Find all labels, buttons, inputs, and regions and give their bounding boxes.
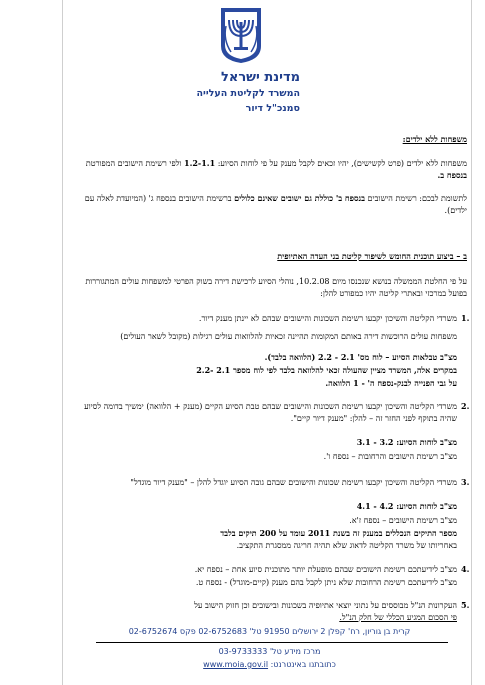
p1-text-c: ולפי רשימת הישובים המפורטת	[85, 159, 184, 168]
item-1-line-1	[72, 352, 457, 364]
item-1	[72, 313, 457, 325]
item-3-line-2	[72, 515, 457, 527]
header-division: סמנכ"ל דיור	[245, 103, 300, 114]
item-1-sub-text: משפחות עולים הרוכשות דירה באותם המקומות תהיינה זכאיות להלוואות עולים רגילות (מקובל לשאר העולים)	[120, 332, 457, 341]
p2-text-a: לתשומת לבכם: רשימת הישובים	[365, 194, 467, 203]
item-5-line-2	[72, 612, 457, 624]
ethiopia-heading	[72, 251, 467, 263]
footer-phone	[72, 646, 467, 657]
item-2-line-2-text: מצ"ב רשימת הישובים והרחובות – נספח ו'.	[323, 452, 457, 461]
item-3-line-3-text: מספר התיקים הנכללים במענק זה בשנת 2011 עומד על 200 תיקים בלבד	[220, 528, 457, 538]
item-3-line-4-text: באחריותו של משרד הקליטה לדאוג שלא תהיה חריגה ממסגרת התקציב.	[236, 541, 457, 550]
item-2-number: 2.	[461, 401, 470, 411]
item-2	[72, 401, 457, 424]
item-1-line-1-text: מצ"ב טבלאות הסיוע – לוח מס' 2.1 - 2.2 (הלוואה בלבד).	[264, 352, 457, 362]
header-country: מדינת ישראל	[220, 70, 300, 85]
item-3-line-1	[72, 501, 457, 513]
ethiopia-intro	[72, 276, 467, 299]
item-2-text: משרדי הקליטה והשיכון יקבעו רשימת השכונות והישובים שבהם טבת הסיוע הקיים (מענק + הלוואה) ימשיך בדומה לסיוע שהיה בתוקף לפני החזר זה – להלן: "מענק דיור קיים".	[84, 402, 457, 423]
footer-address	[72, 626, 467, 637]
p1-text-a: משפחות ללא ילדים (פרט לקשישים), יהיו זכאים לקבל מענק על פי לוחות הסיוע:	[215, 159, 467, 168]
item-1-text: משרדי הקליטה והשיכון יקבעו רשימת השכונות והישובים שבהם לא יינתן מענק דיור.	[198, 314, 457, 323]
item-1-sub	[72, 331, 457, 343]
footer-phone-text: מרכז מידע טל' 03-9733333	[218, 647, 321, 656]
item-3-text: משרדי הקליטה והשיכון יקבעו רשימת שכונות והישובים שבהם גובה הסיוע יוגדל להלן – "מענק דיור מוגדל"	[130, 478, 457, 487]
p2-text-c: ברשימת הישובים בנספח ג' (המיועדת לאלה עם ילדים).	[84, 194, 467, 215]
page-margin-right	[471, 0, 472, 685]
item-5-number: 5.	[461, 600, 470, 610]
item-5-line-1-text: העקרונות הנ"ל מבוססים על נתוני יוצאי אתיופיה בשכונות ובישובים וכן חזוק הישוב על	[194, 601, 457, 610]
item-2-line-1	[72, 437, 457, 449]
item-4-number: 4.	[461, 564, 470, 574]
item-3-line-3	[72, 528, 457, 540]
footer-website	[72, 659, 467, 670]
ethiopia-heading-text: ב – ביצוע תוכנית החומש לשיפור קליטת בני העדה האתיופית	[277, 251, 467, 261]
item-2-line-2	[72, 451, 457, 463]
item-3-line-4	[72, 540, 457, 552]
website-link[interactable]: www.moia.gov.il	[203, 660, 269, 669]
item-1-line-2-text: במקרים אלה, המשרד מציין שהעולה זכאי להלוואה בלבד לפי לוח מספר 2.1 -2.2	[196, 365, 457, 375]
item-3	[72, 477, 457, 489]
item-5-line-2-text: פי הסכום המגיע הכללי של חלק הנ"ל.	[339, 613, 457, 622]
item-1-line-3	[72, 378, 457, 390]
families-heading	[72, 134, 467, 146]
item-4-line-1	[72, 564, 457, 576]
footer-address-text: קרית בן גוריון, רח' קפלן 2 ירושלים 91950 טל' 02-6752683 פקס 02-6752674	[128, 627, 411, 636]
page-margin-left	[62, 0, 63, 685]
p1-table-range: 1.2-1.1	[184, 158, 216, 168]
p2-text-b: בנספח ב' כוללת גם ישובים שאינם כלולים	[234, 193, 365, 203]
families-paragraph-1	[72, 158, 467, 181]
item-4-line-2-text: מצ"ב לידיעתכם רשימת הרחובות שלא ניתן לקבל בהם מענק (קיים-מוגדל) - נספח ט.	[195, 578, 457, 587]
item-4-line-2	[72, 577, 457, 589]
item-5-line-1	[72, 600, 457, 612]
item-3-line-1-text: מצ"ב לוחות הסיוע: 4.2 - 4.1	[356, 501, 457, 511]
families-paragraph-2	[72, 193, 467, 216]
item-1-number: 1.	[461, 313, 470, 323]
item-1-line-3-text: על גבי הפנייה לבנק-נספח ה' - 1 הלוואה.	[325, 378, 457, 388]
item-2-line-1-text: מצ"ב לוחות הסיוע: 3.2 - 3.1	[356, 437, 457, 447]
ethiopia-intro-text: על פי החלטת הממשלה בנושא שנכנסו מיום 10.2.08, נוהלי הסיוע לרכישת דירה בשוק הפרטי למשפחות עולים המתגוררות בפועל במרכזי ובאתרי קליטה יהיו כמפורט להלן:	[85, 277, 467, 298]
header-ministry: המשרד לקליטת העלייה	[196, 88, 300, 99]
footer-website-label: כתובתנו באינטרנט:	[270, 660, 336, 669]
p1-appendix: בנספח ב.	[437, 169, 467, 180]
item-1-line-2	[72, 365, 457, 377]
families-heading-text: משפחות ללא ילדים:	[402, 134, 467, 144]
item-4-line-1-text: מצ"ב לידיעתכם רשימת הישובים שבהם מופעלת יותר מתוכנית סיוע אחת – נספח יא.	[194, 565, 457, 574]
footer-divider	[96, 642, 448, 643]
item-3-line-2-text: מצ"ב רשימת הישובים – נספח ז'א.	[349, 516, 457, 525]
item-3-number: 3.	[461, 477, 470, 487]
state-emblem-icon	[219, 6, 263, 64]
